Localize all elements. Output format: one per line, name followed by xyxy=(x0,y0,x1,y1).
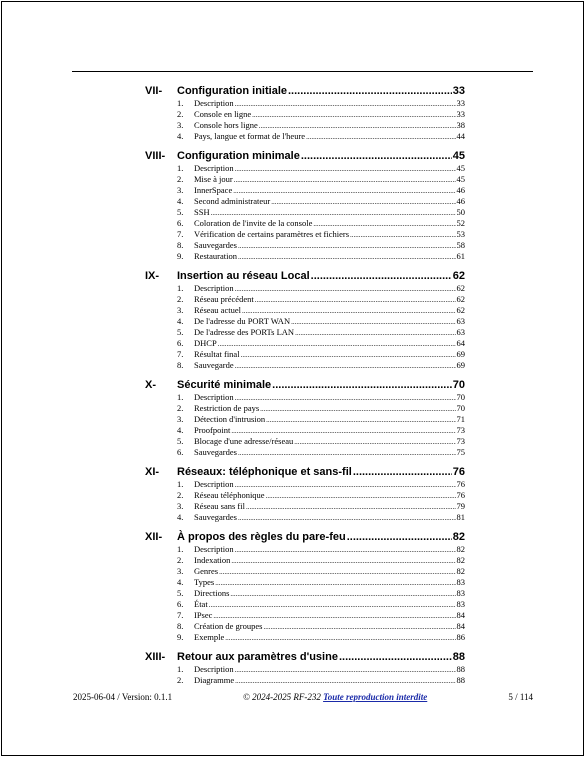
entry-page: 33 xyxy=(456,109,465,119)
entry-page: 62 xyxy=(456,294,465,304)
entry-page: 76 xyxy=(456,479,465,489)
toc-chapter-heading[interactable] xyxy=(145,465,465,479)
toc-entry[interactable] xyxy=(145,196,465,207)
entry-number: 2. xyxy=(177,109,184,119)
toc-entry[interactable] xyxy=(145,305,465,316)
toc-chapter-heading[interactable] xyxy=(145,378,465,392)
toc-entry[interactable] xyxy=(145,577,465,588)
entry-number: 1. xyxy=(177,392,184,402)
toc-entry[interactable] xyxy=(145,414,465,425)
toc-entry[interactable] xyxy=(145,327,465,338)
entry-title: Réseau précédent xyxy=(194,294,254,304)
dot-leader xyxy=(218,339,456,350)
toc-chapter xyxy=(145,650,465,686)
dot-leader xyxy=(234,175,456,186)
entry-number: 5. xyxy=(177,588,184,598)
dot-leader xyxy=(288,84,452,98)
entry-number: 4. xyxy=(177,577,184,587)
entry-number: 2. xyxy=(177,403,184,413)
toc-entry[interactable] xyxy=(145,436,465,447)
entry-number: 3. xyxy=(177,185,184,195)
entry-number: 3. xyxy=(177,120,184,130)
entry-page: 62 xyxy=(456,283,465,293)
entry-title: Pays, langue et format de l'heure xyxy=(194,131,306,141)
dot-leader xyxy=(238,241,456,252)
entry-title: Réseau sans fil xyxy=(194,501,245,511)
chapter-title: Insertion au réseau Local xyxy=(177,270,310,282)
entry-number: 2. xyxy=(177,555,184,565)
entry-number: 7. xyxy=(177,349,184,359)
entry-title: Exemple xyxy=(194,632,225,642)
entry-title: De l'adresse des PORTs LAN xyxy=(194,327,295,337)
entry-number: 4. xyxy=(177,425,184,435)
entry-title: État xyxy=(194,599,208,609)
dot-leader xyxy=(295,328,455,339)
dot-leader xyxy=(235,480,456,491)
chapter-page: 62 xyxy=(452,270,465,282)
entry-title: Réseau actuel xyxy=(194,305,241,315)
entry-page: 73 xyxy=(456,425,465,435)
entry-number: 7. xyxy=(177,610,184,620)
entry-number: 7. xyxy=(177,229,184,239)
chapter-title: Retour aux paramètres d'usine xyxy=(177,651,338,663)
toc-entry[interactable] xyxy=(145,675,465,686)
dot-leader xyxy=(235,284,456,295)
entry-page: 83 xyxy=(456,588,465,598)
entry-title: Restauration xyxy=(194,251,237,261)
entry-number: 4. xyxy=(177,316,184,326)
chapter-title: Réseaux: téléphonique et sans-fil xyxy=(177,466,352,478)
toc-entry[interactable] xyxy=(145,163,465,174)
footer-page-number: 5 / 114 xyxy=(508,692,533,702)
entry-title: Description xyxy=(194,163,234,173)
dot-leader xyxy=(235,99,456,110)
document-page xyxy=(1,1,584,756)
entry-number: 1. xyxy=(177,98,184,108)
entry-number: 8. xyxy=(177,240,184,250)
entry-title: Mise à jour xyxy=(194,174,233,184)
entry-number: 8. xyxy=(177,621,184,631)
toc-entry[interactable] xyxy=(145,240,465,251)
toc-entry[interactable] xyxy=(145,512,465,523)
entry-page: 44 xyxy=(456,131,465,141)
toc-entry[interactable] xyxy=(145,251,465,262)
dot-leader xyxy=(225,633,455,644)
toc-entry[interactable] xyxy=(145,447,465,458)
toc-entry[interactable] xyxy=(145,610,465,621)
toc-chapter xyxy=(145,84,465,142)
page-footer xyxy=(73,692,533,703)
toc-entry[interactable] xyxy=(145,621,465,632)
entry-number: 8. xyxy=(177,360,184,370)
entry-number: 6. xyxy=(177,338,184,348)
toc-entry[interactable] xyxy=(145,98,465,109)
toc-chapter-heading[interactable] xyxy=(145,149,465,163)
entry-page: 70 xyxy=(456,392,465,402)
dot-leader xyxy=(339,650,452,664)
chapter-title: À propos des règles du pare-feu xyxy=(177,531,346,543)
entry-page: 84 xyxy=(456,610,465,620)
header-rule xyxy=(72,71,533,72)
entry-title: Vérification de certains paramètres et fichiers xyxy=(194,229,350,239)
entry-number: 5. xyxy=(177,327,184,337)
dot-leader xyxy=(301,149,452,163)
entry-number: 2. xyxy=(177,294,184,304)
entry-title: Sauvegardes xyxy=(194,240,237,250)
toc-entry[interactable] xyxy=(145,479,465,490)
dot-leader xyxy=(219,567,455,578)
entry-number: 5. xyxy=(177,436,184,446)
chapter-page: 45 xyxy=(452,150,465,162)
toc-entry[interactable] xyxy=(145,490,465,501)
entry-title: Sauvegardes xyxy=(194,447,237,457)
toc-entry[interactable] xyxy=(145,632,465,643)
entry-title: Description xyxy=(194,283,234,293)
dot-leader xyxy=(209,600,456,611)
entry-page: 45 xyxy=(456,163,465,173)
entry-page: 69 xyxy=(456,360,465,370)
dot-leader xyxy=(294,437,455,448)
entry-title: Création de groupes xyxy=(194,621,263,631)
dot-leader xyxy=(235,665,456,676)
entry-number: 9. xyxy=(177,632,184,642)
entry-page: 58 xyxy=(456,240,465,250)
entry-title: Genres xyxy=(194,566,219,576)
entry-number: 5. xyxy=(177,207,184,217)
entry-title: Directions xyxy=(194,588,230,598)
entry-page: 63 xyxy=(456,316,465,326)
dot-leader xyxy=(235,676,455,687)
entry-page: 82 xyxy=(456,544,465,554)
entry-page: 52 xyxy=(456,218,465,228)
entry-number: 2. xyxy=(177,675,184,685)
dot-leader xyxy=(291,317,455,328)
chapter-page: 76 xyxy=(452,466,465,478)
entry-page: 88 xyxy=(456,664,465,674)
chapter-number: VII- xyxy=(145,85,163,97)
dot-leader xyxy=(230,589,455,600)
entry-number: 1. xyxy=(177,664,184,674)
toc-entry[interactable] xyxy=(145,599,465,610)
entry-page: 75 xyxy=(456,447,465,457)
entry-number: 3. xyxy=(177,414,184,424)
dot-leader xyxy=(235,164,456,175)
toc-entry[interactable] xyxy=(145,425,465,436)
toc-entry[interactable] xyxy=(145,664,465,675)
chapter-title: Sécurité minimale xyxy=(177,379,272,391)
toc-entry[interactable] xyxy=(145,283,465,294)
toc-chapter xyxy=(145,465,465,523)
toc-chapter-heading[interactable] xyxy=(145,84,465,98)
toc-entry[interactable] xyxy=(145,501,465,512)
entry-title: Second administrateur xyxy=(194,196,271,206)
toc-entry[interactable] xyxy=(145,349,465,360)
chapter-number: VIII- xyxy=(145,150,166,162)
entry-title: Console hors ligne xyxy=(194,120,258,130)
entry-title: Résultat final xyxy=(194,349,240,359)
entry-page: 38 xyxy=(456,120,465,130)
entry-page: 63 xyxy=(456,327,465,337)
toc-entry[interactable] xyxy=(145,294,465,305)
entry-page: 81 xyxy=(456,512,465,522)
entry-page: 62 xyxy=(456,305,465,315)
entry-page: 61 xyxy=(456,251,465,261)
dot-leader xyxy=(266,415,455,426)
chapter-page: 82 xyxy=(452,531,465,543)
toc-entry[interactable] xyxy=(145,588,465,599)
chapter-page: 70 xyxy=(452,379,465,391)
dot-leader xyxy=(235,361,456,372)
toc-entry[interactable] xyxy=(145,392,465,403)
entry-page: 82 xyxy=(456,566,465,576)
dot-leader xyxy=(238,513,456,524)
dot-leader xyxy=(246,502,456,513)
entry-page: 88 xyxy=(456,675,465,685)
entry-title: Restriction de pays xyxy=(194,403,260,413)
toc-chapter xyxy=(145,149,465,262)
chapter-number: IX- xyxy=(145,270,160,282)
entry-page: 69 xyxy=(456,349,465,359)
footer-date-version: 2025-06-04 / Version: 0.1.1 xyxy=(73,692,173,702)
chapter-number: XI- xyxy=(145,466,160,478)
entry-number: 1. xyxy=(177,479,184,489)
entry-title: Coloration de l'invite de la console xyxy=(194,218,313,228)
entry-page: 83 xyxy=(456,577,465,587)
entry-number: 4. xyxy=(177,196,184,206)
dot-leader xyxy=(266,491,456,502)
entry-title: Description xyxy=(194,479,234,489)
toc-entry[interactable] xyxy=(145,207,465,218)
entry-number: 3. xyxy=(177,501,184,511)
entry-title: Sauvegarde xyxy=(194,360,234,370)
toc-chapter-heading[interactable] xyxy=(145,269,465,283)
entry-title: InnerSpace xyxy=(194,185,233,195)
entry-number: 3. xyxy=(177,566,184,576)
entry-page: 33 xyxy=(456,98,465,108)
entry-title: Types xyxy=(194,577,215,587)
dot-leader xyxy=(252,110,455,121)
entry-number: 1. xyxy=(177,283,184,293)
entry-number: 9. xyxy=(177,251,184,261)
entry-title: Description xyxy=(194,392,234,402)
entry-number: 6. xyxy=(177,447,184,457)
entry-title: Description xyxy=(194,98,234,108)
dot-leader xyxy=(271,197,455,208)
toc-chapter-heading[interactable] xyxy=(145,530,465,544)
toc-chapter xyxy=(145,378,465,458)
entry-title: Réseau téléphonique xyxy=(194,490,265,500)
entry-title: Blocage d'une adresse/réseau xyxy=(194,436,294,446)
footer-copyright xyxy=(243,692,427,703)
toc-entry[interactable] xyxy=(145,174,465,185)
entry-page: 82 xyxy=(456,555,465,565)
dot-leader xyxy=(272,378,452,392)
entry-page: 50 xyxy=(456,207,465,217)
toc-entry[interactable] xyxy=(145,218,465,229)
dot-leader xyxy=(350,230,455,241)
chapter-number: XII- xyxy=(145,531,163,543)
footer-reproduction-notice[interactable]: Toute reproduction interdite xyxy=(323,692,428,702)
chapter-page: 88 xyxy=(452,651,465,663)
entry-number: 4. xyxy=(177,512,184,522)
toc-entry[interactable] xyxy=(145,229,465,240)
entry-number: 6. xyxy=(177,599,184,609)
entry-page: 83 xyxy=(456,599,465,609)
toc-entry[interactable] xyxy=(145,360,465,371)
dot-leader xyxy=(311,269,452,283)
dot-leader xyxy=(255,295,456,306)
dot-leader xyxy=(238,252,456,263)
entry-number: 4. xyxy=(177,131,184,141)
dot-leader xyxy=(306,132,455,143)
toc-chapter xyxy=(145,530,465,643)
toc-chapter-heading[interactable] xyxy=(145,650,465,664)
entry-title: Proofpoint xyxy=(194,425,231,435)
toc-entry[interactable] xyxy=(145,555,465,566)
toc-entry[interactable] xyxy=(145,566,465,577)
dot-leader xyxy=(235,393,456,404)
entry-title: De l'adresse du PORT WAN xyxy=(194,316,291,326)
toc-entry[interactable] xyxy=(145,316,465,327)
dot-leader xyxy=(238,448,456,459)
entry-title: Diagramme xyxy=(194,675,235,685)
entry-title: Description xyxy=(194,664,234,674)
dot-leader xyxy=(241,350,456,361)
dot-leader xyxy=(263,622,455,633)
entry-title: IPsec xyxy=(194,610,213,620)
toc-entry[interactable] xyxy=(145,338,465,349)
entry-title: DHCP xyxy=(194,338,217,348)
entry-page: 79 xyxy=(456,501,465,511)
entry-title: Sauvegardes xyxy=(194,512,237,522)
entry-page: 76 xyxy=(456,490,465,500)
dot-leader xyxy=(235,545,456,556)
footer-copyright-text: © 2024-2025 RF-232 xyxy=(243,692,321,702)
entry-page: 84 xyxy=(456,621,465,631)
chapter-title: Configuration initiale xyxy=(177,85,287,97)
table-of-contents xyxy=(145,84,465,693)
entry-number: 3. xyxy=(177,305,184,315)
entry-number: 2. xyxy=(177,174,184,184)
chapter-page: 33 xyxy=(452,85,465,97)
toc-entry[interactable] xyxy=(145,131,465,142)
entry-number: 6. xyxy=(177,218,184,228)
toc-entry[interactable] xyxy=(145,120,465,131)
entry-page: 70 xyxy=(456,403,465,413)
dot-leader xyxy=(231,556,455,567)
entry-page: 46 xyxy=(456,185,465,195)
entry-page: 86 xyxy=(456,632,465,642)
entry-title: Détection d'intrusion xyxy=(194,414,266,424)
entry-number: 1. xyxy=(177,544,184,554)
entry-title: Console en ligne xyxy=(194,109,252,119)
chapter-number: X- xyxy=(145,379,156,391)
entry-page: 71 xyxy=(456,414,465,424)
toc-entry[interactable] xyxy=(145,109,465,120)
toc-entry[interactable] xyxy=(145,403,465,414)
entry-number: 1. xyxy=(177,163,184,173)
entry-number: 2. xyxy=(177,490,184,500)
entry-page: 73 xyxy=(456,436,465,446)
chapter-title: Configuration minimale xyxy=(177,150,300,162)
toc-entry[interactable] xyxy=(145,544,465,555)
entry-page: 53 xyxy=(456,229,465,239)
entry-title: SSH xyxy=(194,207,210,217)
entry-page: 64 xyxy=(456,338,465,348)
toc-chapter xyxy=(145,269,465,371)
entry-title: Indexation xyxy=(194,555,231,565)
dot-leader xyxy=(347,530,452,544)
entry-page: 45 xyxy=(456,174,465,184)
dot-leader xyxy=(353,465,452,479)
dot-leader xyxy=(215,578,455,589)
toc-entry[interactable] xyxy=(145,185,465,196)
entry-page: 46 xyxy=(456,196,465,206)
dot-leader xyxy=(260,404,455,415)
entry-title: Description xyxy=(194,544,234,554)
chapter-number: XIII- xyxy=(145,651,166,663)
